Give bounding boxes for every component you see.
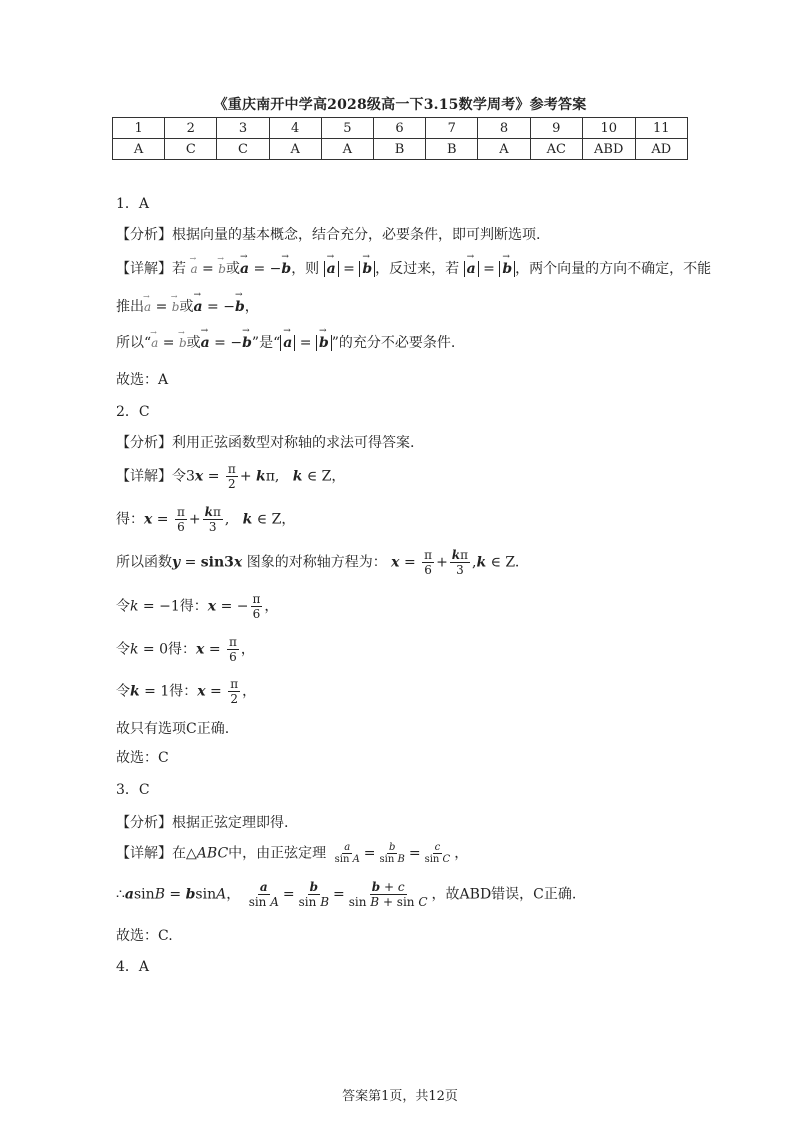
q1-choose: 故选：A bbox=[116, 372, 169, 388]
q2-k-0: 令k = 0得：x = $\frac{\pi}{6}$ ， bbox=[116, 635, 255, 664]
answer-cell: A bbox=[269, 139, 321, 160]
q3-derivation: ∴asinB = bsinA， $\frac{a}{\text{sin A}}$ = $\frac{b}{\text{sin B}}$ = $\frac{b + c}{\text{sin B + sin C}}$ ，故ABD错误，C正确. bbox=[116, 880, 577, 909]
q1-detail: 【详解】若 → a = → b或→ a = −→ b，则 → a = → b ，反过来，若 → a = → b ，两个向量的方向不确定，不能 bbox=[116, 258, 711, 278]
answer-cell: C bbox=[217, 139, 269, 160]
q2-get: 得：x = $\frac{\pi}{6}$ + $\frac{k\pi}{3}$ , k ∈ Z， bbox=[116, 505, 296, 534]
question-number-cell: 5 bbox=[321, 118, 373, 139]
q2-k-neg1: 令k = −1得：x = − $\frac{\pi}{6}$ ， bbox=[116, 592, 279, 621]
answer-cell: A bbox=[321, 139, 373, 160]
q2-detail: 【详解】令3x = $\frac{\pi}{2}$ + kπ, k ∈ Z， bbox=[116, 462, 346, 491]
question-number-cell: 10 bbox=[582, 118, 635, 139]
q1-heading: 1．A bbox=[116, 196, 150, 212]
q1-detail-cont: 推出→ a = → b或→ a = −→ b， bbox=[116, 296, 259, 316]
answer-table bbox=[112, 117, 688, 160]
question-number-cell: 3 bbox=[217, 118, 269, 139]
q2-only: 故只有选项C正确. bbox=[116, 721, 230, 737]
question-number-cell: 6 bbox=[373, 118, 425, 139]
answer-cell: B bbox=[373, 139, 425, 160]
question-number-cell: 9 bbox=[530, 118, 582, 139]
answer-table-answer-row bbox=[113, 139, 688, 160]
answer-cell: AD bbox=[635, 139, 688, 160]
answer-cell: ABD bbox=[582, 139, 635, 160]
q2-heading: 2．C bbox=[116, 404, 150, 420]
q4-heading: 4．A bbox=[116, 959, 150, 975]
q2-func: 所以函数y = sin3x 图象的对称轴方程为： x = $\frac{\pi}{6}$ + $\frac{k\pi}{3}$ ,k ∈ Z. bbox=[116, 548, 520, 577]
answer-cell: B bbox=[426, 139, 478, 160]
q3-heading: 3．C bbox=[116, 782, 150, 798]
q3-detail: 【详解】在△ABC中，由正弦定理 $\frac{a}{\text{sin A}}$ = $\frac{b}{\text{sin B}}$ = $\frac{c}{\text{sin C}}$ ， bbox=[116, 842, 469, 865]
q1-analysis: 【分析】根据向量的基本概念，结合充分，必要条件，即可判断选项. bbox=[116, 227, 541, 243]
q2-analysis: 【分析】利用正弦函数型对称轴的求法可得答案. bbox=[116, 435, 415, 451]
question-number-cell: 4 bbox=[269, 118, 321, 139]
q2-k-1: 令k = 1得：x = $\frac{\pi}{2}$ ， bbox=[116, 677, 257, 706]
answer-cell: AC bbox=[530, 139, 582, 160]
question-number-cell: 11 bbox=[635, 118, 688, 139]
answer-cell: A bbox=[113, 139, 165, 160]
q1-conclusion: 所以“→ a = → b或→ a = −→ b”是“→ a = → b ”的充分不必要条件. bbox=[116, 332, 455, 352]
question-number-cell: 1 bbox=[113, 118, 165, 139]
q3-analysis: 【分析】根据正弦定理即得. bbox=[116, 815, 289, 831]
answer-cell: C bbox=[165, 139, 217, 160]
question-number-cell: 7 bbox=[426, 118, 478, 139]
question-number-cell: 2 bbox=[165, 118, 217, 139]
page-title: 《重庆南开中学高2028级高一下3.15数学周考》参考答案 bbox=[213, 97, 587, 113]
q3-choose: 故选：C. bbox=[116, 928, 173, 944]
q2-choose: 故选：C bbox=[116, 750, 169, 766]
question-number-cell: 8 bbox=[478, 118, 530, 139]
answer-table-number-row bbox=[113, 118, 688, 139]
answer-cell: A bbox=[478, 139, 530, 160]
page-footer: 答案第1页，共12页 bbox=[342, 1089, 458, 1104]
